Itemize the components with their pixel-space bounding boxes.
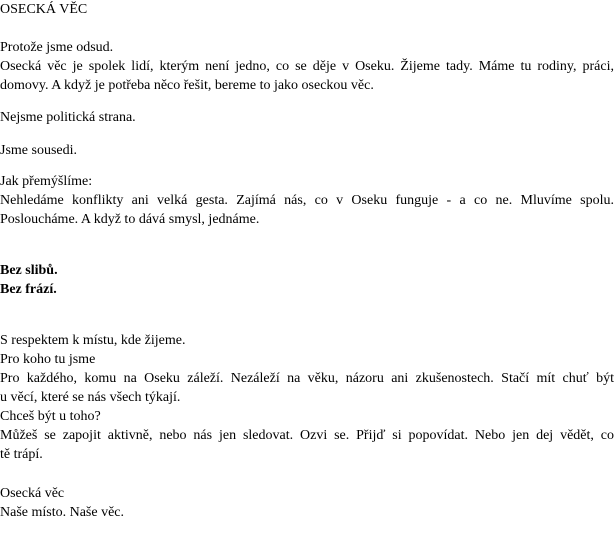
- respect-statement: S respektem k místu, kde žijeme.: [0, 333, 186, 348]
- signature-name: Osecká věc: [0, 486, 65, 501]
- for-whom-heading: Pro koho tu jsme: [0, 352, 96, 367]
- intro-line-2: Osecká věc je spolek lidí, kterým není jedno, co se děje v Oseku. Žijeme tady. Máme tu rodiny, práci,: [0, 59, 614, 74]
- intro-line-3: domovy. A když je potřeba něco řešit, bereme to jako oseckou věc.: [0, 78, 374, 93]
- slogan-no-promises: Bez slibů.: [0, 263, 58, 278]
- join-line-1: Můžeš se zapojit aktivně, nebo nás jen sledovat. Ozvi se. Přijď si popovídat. Nebo jen dej vědět, co: [0, 428, 614, 443]
- thinking-line-1: Nehledáme konflikty ani velká gesta. Zajímá nás, co v Oseku funguje - a co ne. Mluvíme spolu.: [0, 193, 614, 208]
- neighbours-statement: Jsme sousedi.: [0, 143, 77, 158]
- signature-tagline: Naše místo. Naše věc.: [0, 505, 125, 520]
- join-line-2: tě trápí.: [0, 447, 43, 462]
- slogan-no-phrases: Bez frází.: [0, 282, 57, 297]
- thinking-heading: Jak přemýšlíme:: [0, 174, 93, 189]
- intro-line-1: Protože jsme odsud.: [0, 40, 114, 55]
- not-party-statement: Nejsme politická strana.: [0, 110, 136, 125]
- for-whom-line-2: u věcí, které se nás všech týkají.: [0, 390, 181, 405]
- thinking-line-2: Posloucháme. A když to dává smysl, jednáme.: [0, 212, 260, 227]
- document-title: OSECKÁ VĚC: [0, 2, 88, 17]
- join-question: Chceš být u toho?: [0, 409, 101, 424]
- for-whom-line-1: Pro každého, komu na Oseku záleží. Nezáleží na věku, názoru ani zkušenostech. Stačí mít chuť být: [0, 371, 614, 386]
